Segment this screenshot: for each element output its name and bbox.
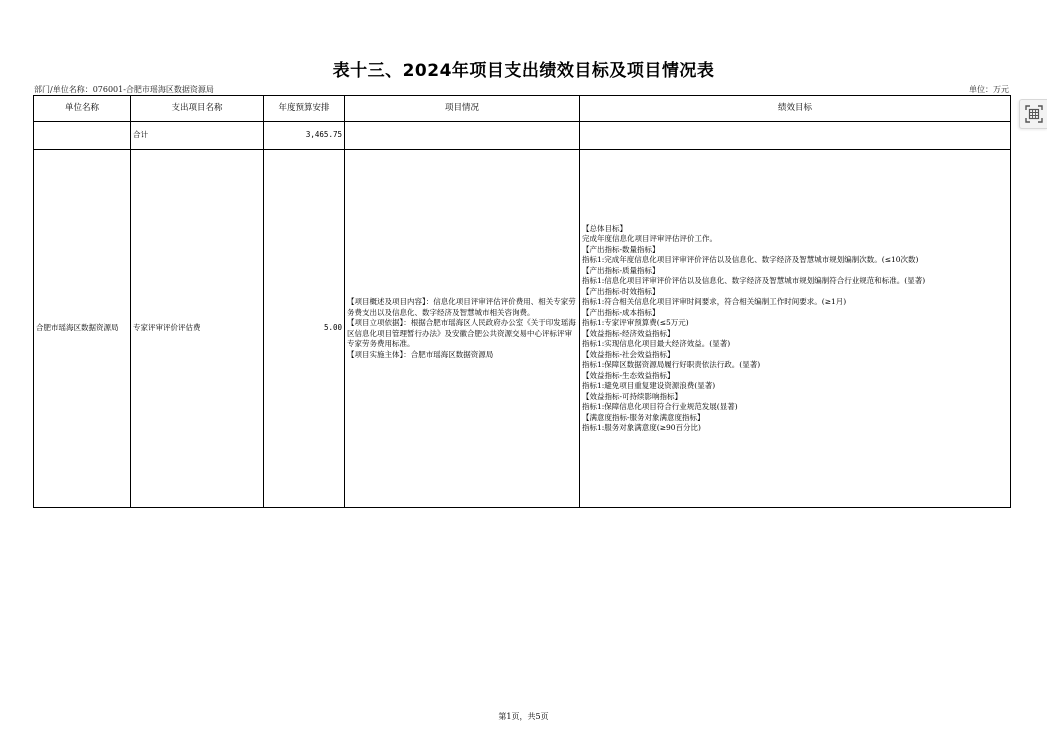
performance-line: 【产出指标-时效指标】 [582,286,660,296]
performance-line: 完成年度信息化项目评审评估评价工作。 [582,234,717,243]
row-project-info [345,150,580,508]
performance-line: 指标1:实现信息化项目最大经济效益。(显著) [582,339,731,348]
performance-line: 【效益指标-可持续影响指标】 [582,391,683,401]
project-info-line: 【项目实施主体】：合肥市瑶海区数据资源局 [347,349,494,359]
performance-line: 【产出指标-质量指标】 [582,265,660,275]
project-info-line: 【项目概述及项目内容】：信息化项目评审评估评价费用、相关专家劳务费支出以及信息化、数字经济及智慧城市相关咨询费。 [347,297,576,317]
document-title: 表十三、2024年项目支出绩效目标及项目情况表 [332,61,715,81]
performance-line: 指标1:保障区数据资源局履行好职责依法行政。(显著) [582,360,761,369]
row-performance-goal [580,150,1011,508]
page-indicator: 第1页，共5页 [498,712,549,721]
performance-line: 指标1:专家评审预算费(≤5万元) [582,318,689,327]
performance-table [33,95,1011,508]
table-row [34,150,1011,508]
performance-line: 【总体目标】 [582,223,627,233]
project-info-line: 【项目立项依据】：根据合肥市瑶海区人民政府办公室《关于印发瑶海区信息化项目管理暂行办法》及安徽合肥公共资源交易中心评标评审专家劳务费用标准。 [347,318,576,348]
header-performance-goal: 绩效目标 [580,96,1011,122]
performance-line: 指标1:符合相关信息化项目评审时间要求，符合相关编制工作时间要求。(≥1月) [582,297,847,306]
ocr-scan-icon [1025,105,1043,123]
performance-line: 指标1:保障信息化项目符合行业规范发展(显著) [582,402,738,411]
performance-line: 【效益指标-经济效益指标】 [582,328,675,338]
header-project-name: 支出项目名称 [131,96,264,122]
performance-line: 指标1:服务对象满意度(≥90百分比) [582,423,701,432]
ocr-scan-button[interactable] [1019,99,1047,129]
total-info-cell [345,122,580,150]
total-label: 合计 [131,122,264,150]
department-label: 部门/单位名称：076001-合肥市瑶海区数据资源局 [34,85,214,94]
performance-line: 指标1:完成年度信息化项目评审评价评估以及信息化、数字经济及智慧城市规划编制次数。(≤10次数) [582,255,919,264]
total-amount: 3,465.75 [264,122,345,150]
performance-line: 指标1:避免项目重复建设资源浪费(显著) [582,381,716,390]
table-header-row [34,96,1011,122]
performance-line: 指标1:信息化项目评审评价评估以及信息化、数字经济及智慧城市规划编制符合行业规范和标准。(显著) [582,276,926,285]
total-goal-cell [580,122,1011,150]
performance-line: 【产出指标-数量指标】 [582,244,660,254]
total-unit-cell [34,122,131,150]
row-unit-name: 合肥市瑶海区数据资源局 [34,150,131,508]
row-project-name: 专家评审评价评估费 [131,150,264,508]
header-annual-budget: 年度预算安排 [264,96,345,122]
header-unit-name: 单位名称 [34,96,131,122]
performance-line: 【满意度指标-服务对象满意度指标】 [582,412,705,422]
performance-line: 【产出指标-成本指标】 [582,307,660,317]
header-project-info: 项目情况 [345,96,580,122]
performance-line: 【效益指标-生态效益指标】 [582,370,675,380]
total-row [34,122,1011,150]
row-budget: 5.00 [264,150,345,508]
performance-line: 【效益指标-社会效益指标】 [582,349,675,359]
unit-label: 单位：万元 [969,85,1009,94]
